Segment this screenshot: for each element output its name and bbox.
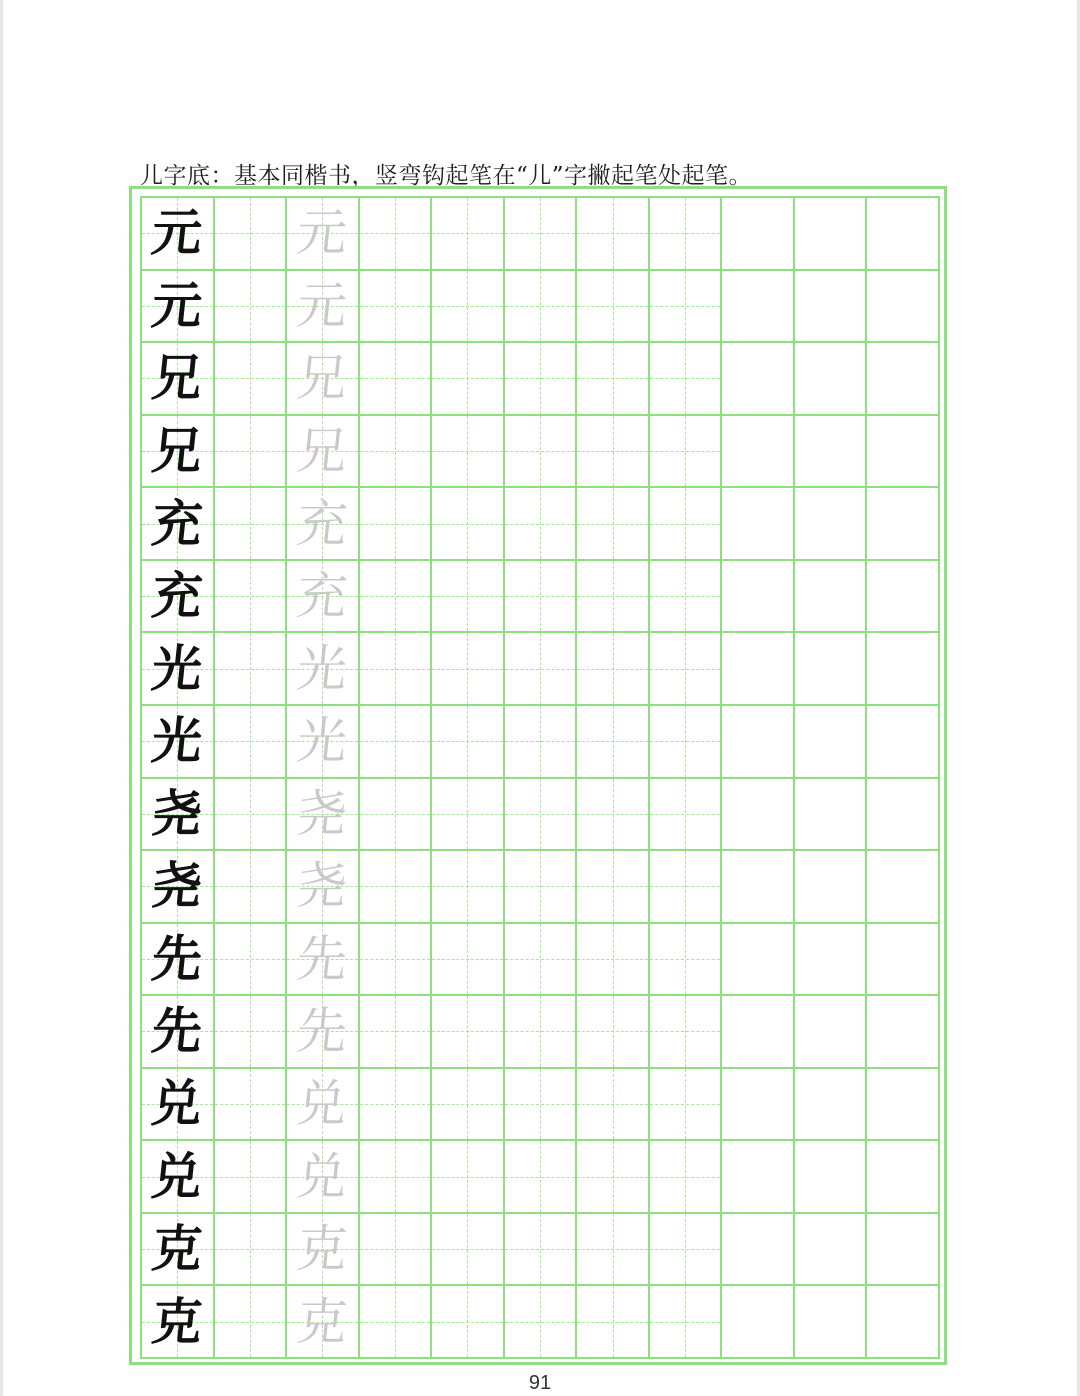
trace-character-cell: [287, 343, 360, 416]
practice-cell: [432, 1069, 505, 1142]
model-character-cell: [142, 198, 215, 271]
model-character: 元: [149, 275, 206, 335]
practice-cell: [722, 924, 795, 997]
practice-cell: [722, 271, 795, 344]
model-character: 兄: [149, 420, 206, 480]
model-character: 克: [149, 1291, 206, 1351]
practice-cell: [650, 488, 723, 561]
trace-character-cell: [287, 1286, 360, 1359]
practice-cell: [722, 851, 795, 924]
practice-cell: [215, 343, 288, 416]
trace-character: 光: [294, 712, 351, 771]
trace-character: 克: [294, 1292, 351, 1351]
practice-grid: [140, 196, 940, 1359]
practice-cell: [360, 996, 433, 1069]
practice-cell: [577, 706, 650, 779]
page-number: 91: [528, 1372, 552, 1394]
practice-cell: [432, 488, 505, 561]
practice-cell: [432, 996, 505, 1069]
practice-cell: [795, 488, 868, 561]
trace-character: 尧: [294, 857, 351, 916]
practice-cell: [505, 1214, 578, 1287]
practice-cell: [432, 706, 505, 779]
practice-cell: [360, 633, 433, 706]
practice-cell: [795, 271, 868, 344]
trace-character-cell: [287, 924, 360, 997]
model-character: 充: [149, 566, 206, 626]
trace-character: 兑: [294, 1075, 351, 1134]
trace-character-cell: [287, 198, 360, 271]
practice-cell: [722, 198, 795, 271]
practice-cell: [722, 996, 795, 1069]
practice-cell: [215, 561, 288, 634]
practice-cell: [505, 996, 578, 1069]
practice-cell: [360, 561, 433, 634]
practice-cell: [215, 1069, 288, 1142]
model-character: 兄: [149, 348, 206, 408]
practice-cell: [650, 1214, 723, 1287]
practice-cell: [215, 1214, 288, 1287]
practice-cell: [867, 416, 940, 489]
practice-cell: [577, 633, 650, 706]
model-character-cell: [142, 488, 215, 561]
practice-cell: [432, 1286, 505, 1359]
practice-cell: [867, 1069, 940, 1142]
trace-character: 元: [294, 276, 351, 335]
practice-cell: [650, 851, 723, 924]
practice-cell: [722, 343, 795, 416]
practice-cell: [867, 1286, 940, 1359]
practice-cell: [795, 851, 868, 924]
practice-cell: [505, 271, 578, 344]
practice-cell: [505, 488, 578, 561]
model-character: 克: [149, 1219, 206, 1279]
practice-cell: [867, 706, 940, 779]
practice-cell: [795, 198, 868, 271]
trace-character-cell: [287, 779, 360, 852]
practice-cell: [650, 1286, 723, 1359]
practice-cell: [650, 198, 723, 271]
practice-cell: [215, 851, 288, 924]
trace-character-cell: [287, 851, 360, 924]
practice-cell: [722, 633, 795, 706]
practice-cell: [722, 416, 795, 489]
practice-cell: [795, 1286, 868, 1359]
model-character: 尧: [149, 856, 206, 916]
model-character-cell: [142, 706, 215, 779]
practice-cell: [432, 924, 505, 997]
practice-cell: [360, 924, 433, 997]
practice-cell: [795, 706, 868, 779]
practice-cell: [650, 271, 723, 344]
practice-cell: [650, 1141, 723, 1214]
practice-cell: [577, 1141, 650, 1214]
practice-cell: [577, 1069, 650, 1142]
trace-character-cell: [287, 1214, 360, 1287]
practice-cell: [577, 271, 650, 344]
practice-cell: [215, 633, 288, 706]
practice-cell: [867, 561, 940, 634]
trace-character-cell: [287, 996, 360, 1069]
page-edge-left: [0, 0, 3, 1396]
practice-cell: [505, 198, 578, 271]
practice-cell: [650, 633, 723, 706]
practice-cell: [795, 343, 868, 416]
practice-cell: [722, 1141, 795, 1214]
practice-cell: [215, 271, 288, 344]
trace-character-cell: [287, 1141, 360, 1214]
trace-character-cell: [287, 271, 360, 344]
practice-cell: [360, 271, 433, 344]
practice-cell: [432, 416, 505, 489]
practice-cell: [795, 1141, 868, 1214]
practice-cell: [867, 633, 940, 706]
practice-cell: [722, 561, 795, 634]
practice-cell: [650, 343, 723, 416]
trace-character-cell: [287, 488, 360, 561]
practice-cell: [722, 706, 795, 779]
model-character: 光: [149, 711, 206, 771]
model-character-cell: [142, 924, 215, 997]
practice-cell: [505, 779, 578, 852]
model-character-cell: [142, 851, 215, 924]
trace-character-cell: [287, 633, 360, 706]
model-character-cell: [142, 779, 215, 852]
practice-cell: [722, 1286, 795, 1359]
trace-character: 元: [294, 204, 351, 263]
instruction-heading: 儿字底：基本同楷书，竖弯钩起笔在“儿”字撇起笔处起笔。: [140, 163, 753, 189]
practice-cell: [867, 271, 940, 344]
model-character: 先: [149, 1001, 206, 1061]
trace-character: 兄: [294, 421, 351, 480]
practice-cell: [432, 1141, 505, 1214]
practice-cell: [432, 779, 505, 852]
practice-cell: [215, 1286, 288, 1359]
practice-cell: [505, 1069, 578, 1142]
model-character-cell: [142, 343, 215, 416]
model-character-cell: [142, 1141, 215, 1214]
practice-cell: [722, 779, 795, 852]
practice-cell: [795, 633, 868, 706]
practice-cell: [215, 924, 288, 997]
practice-cell: [795, 996, 868, 1069]
trace-character-cell: [287, 416, 360, 489]
practice-cell: [505, 924, 578, 997]
practice-cell: [432, 1214, 505, 1287]
practice-cell: [650, 996, 723, 1069]
trace-character-cell: [287, 561, 360, 634]
practice-cell: [867, 1214, 940, 1287]
model-character-cell: [142, 271, 215, 344]
practice-cell: [867, 343, 940, 416]
model-character: 兑: [149, 1146, 206, 1206]
practice-cell: [577, 488, 650, 561]
trace-character-cell: [287, 706, 360, 779]
model-character-cell: [142, 1214, 215, 1287]
practice-cell: [360, 1286, 433, 1359]
practice-cell: [432, 561, 505, 634]
practice-cell: [722, 488, 795, 561]
practice-cell: [505, 343, 578, 416]
practice-cell: [795, 561, 868, 634]
practice-cell: [577, 1214, 650, 1287]
practice-cell: [867, 779, 940, 852]
practice-cell: [577, 1286, 650, 1359]
model-character: 兑: [149, 1074, 206, 1134]
practice-cell: [360, 1069, 433, 1142]
practice-cell: [505, 633, 578, 706]
practice-cell: [215, 488, 288, 561]
trace-character: 先: [294, 929, 351, 988]
practice-cell: [577, 416, 650, 489]
practice-cell: [577, 779, 650, 852]
practice-cell: [360, 198, 433, 271]
practice-cell: [432, 271, 505, 344]
trace-character: 充: [294, 494, 351, 553]
practice-cell: [215, 779, 288, 852]
practice-cell: [577, 996, 650, 1069]
trace-character: 兄: [294, 349, 351, 408]
practice-cell: [505, 561, 578, 634]
trace-character: 充: [294, 567, 351, 626]
trace-character: 先: [294, 1002, 351, 1061]
practice-cell: [577, 198, 650, 271]
model-character-cell: [142, 1286, 215, 1359]
model-character-cell: [142, 1069, 215, 1142]
model-character-cell: [142, 416, 215, 489]
trace-character: 光: [294, 639, 351, 698]
practice-cell: [577, 343, 650, 416]
practice-cell: [215, 706, 288, 779]
practice-cell: [867, 924, 940, 997]
practice-cell: [505, 851, 578, 924]
practice-cell: [650, 706, 723, 779]
model-character-cell: [142, 996, 215, 1069]
practice-cell: [215, 996, 288, 1069]
model-character: 元: [149, 203, 206, 263]
practice-cell: [795, 416, 868, 489]
practice-cell: [795, 779, 868, 852]
practice-cell: [867, 198, 940, 271]
practice-cell: [215, 198, 288, 271]
practice-cell: [577, 851, 650, 924]
practice-cell: [795, 1214, 868, 1287]
model-character: 光: [149, 638, 206, 698]
practice-cell: [577, 561, 650, 634]
model-character-cell: [142, 561, 215, 634]
practice-cell: [432, 198, 505, 271]
practice-cell: [867, 1141, 940, 1214]
model-character: 充: [149, 493, 206, 553]
practice-cell: [360, 1141, 433, 1214]
practice-cell: [360, 706, 433, 779]
practice-cell: [650, 779, 723, 852]
model-character: 先: [149, 928, 206, 988]
trace-character-cell: [287, 1069, 360, 1142]
practice-cell: [650, 1069, 723, 1142]
practice-cell: [360, 488, 433, 561]
practice-cell: [360, 416, 433, 489]
practice-cell: [215, 416, 288, 489]
practice-cell: [650, 924, 723, 997]
practice-cell: [505, 1141, 578, 1214]
practice-cell: [867, 851, 940, 924]
practice-cell: [650, 416, 723, 489]
practice-cell: [795, 1069, 868, 1142]
model-character-cell: [142, 633, 215, 706]
practice-cell: [432, 633, 505, 706]
practice-cell: [360, 779, 433, 852]
practice-cell: [505, 1286, 578, 1359]
practice-cell: [795, 924, 868, 997]
practice-cell: [360, 1214, 433, 1287]
model-character: 尧: [149, 783, 206, 843]
practice-cell: [505, 416, 578, 489]
practice-cell: [577, 924, 650, 997]
practice-cell: [432, 343, 505, 416]
practice-cell: [360, 851, 433, 924]
practice-cell: [722, 1069, 795, 1142]
trace-character: 兑: [294, 1147, 351, 1206]
practice-cell: [360, 343, 433, 416]
practice-cell: [867, 996, 940, 1069]
practice-cell: [432, 851, 505, 924]
trace-character: 尧: [294, 784, 351, 843]
practice-cell: [505, 706, 578, 779]
practice-cell: [215, 1141, 288, 1214]
practice-cell: [722, 1214, 795, 1287]
trace-character: 克: [294, 1220, 351, 1279]
practice-cell: [867, 488, 940, 561]
practice-cell: [650, 561, 723, 634]
